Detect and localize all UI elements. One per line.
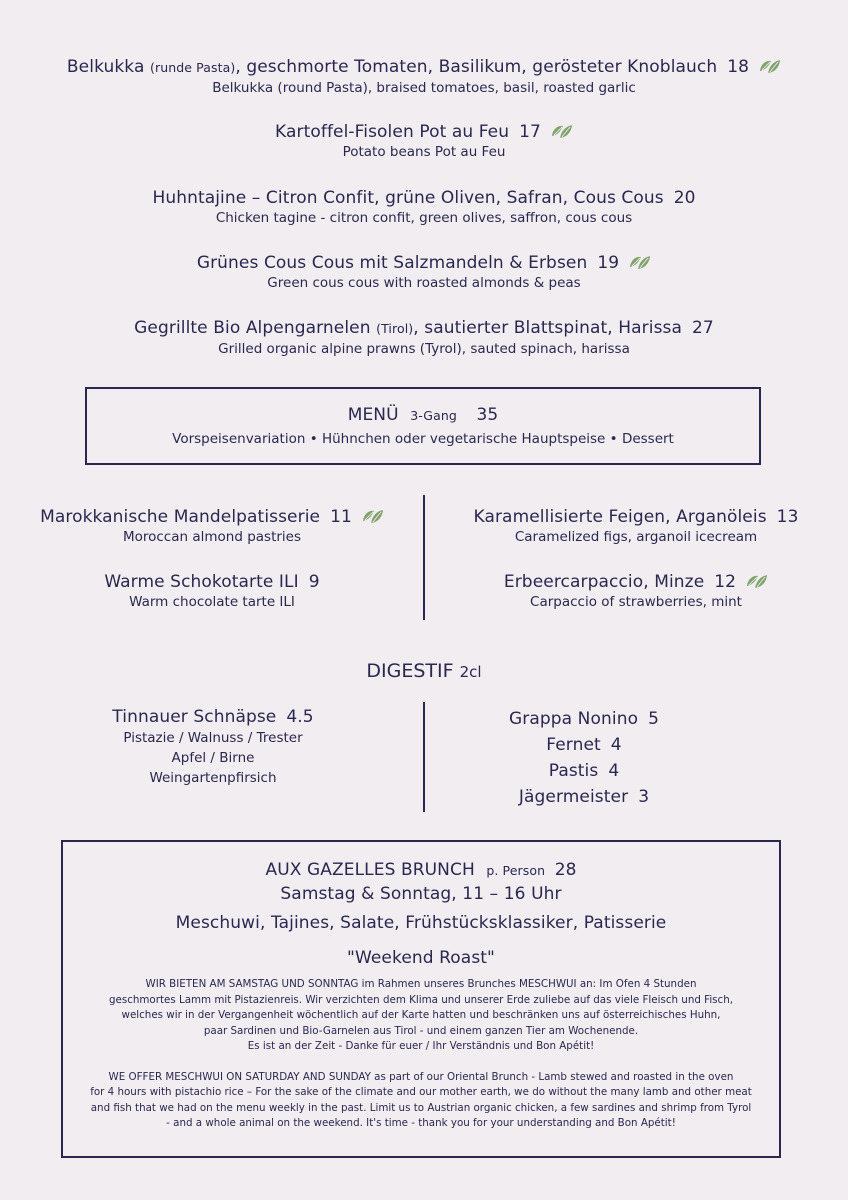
- text-line: welches wir in der Vergangenheit wöchentlich auf der Karte hatten und beschränken uns auf österreichisches Huhn,: [121, 1009, 721, 1021]
- text-line: WIR BIETEN AM SAMSTAG UND SONNTAG im Rahmen unseres Brunches MESCHWUI an: Im Ofen 4 Stunden: [145, 978, 697, 990]
- menu-title: MENÜ: [347, 405, 399, 425]
- item-translation: Carpaccio of strawberries, mint: [530, 594, 742, 610]
- item-name: Warme Schokotarte ILI: [104, 572, 299, 592]
- digestif-left: [50, 706, 376, 788]
- item-price: 5: [648, 709, 659, 729]
- dessert-right-2: [424, 571, 848, 611]
- brunch-dishes: Meschuwi, Tajines, Salate, Frühstücksklassiker, Patisserie: [175, 913, 667, 933]
- main-item-4: [0, 252, 848, 292]
- item-translation: Potato beans Pot au Feu: [342, 144, 506, 160]
- brunch-text-de: [63, 977, 779, 1055]
- main-item-1: [0, 56, 848, 97]
- schnaps-variety: Apfel / Birne: [171, 750, 255, 766]
- digestif-item: [424, 732, 744, 758]
- text-line: geschmortes Lamm mit Pistazienreis. Wir verzichten dem Klima und unserer Erde zuliebe auf das viele Fleisch und Fisch,: [108, 993, 734, 1006]
- brunch-per-person: p. Person: [486, 863, 546, 878]
- digestif-heading: [0, 660, 848, 682]
- item-price: 11: [330, 507, 352, 527]
- schnaps-variety: Pistazie / Walnuss / Trester: [123, 730, 303, 746]
- text-line: Es ist an der Zeit - Danke für euer / Ihr Verständnis und Bon Apétit!: [247, 1040, 595, 1052]
- brunch-box: [61, 840, 781, 1158]
- text-line: and fish that we had on the menu weekly in the past. Limit us to Austrian organic chicken, a few sardines and shrimp from Tyrol: [90, 1101, 752, 1114]
- item-translation: Belkukka (round Pasta), braised tomatoes, basil, roasted garlic: [212, 80, 636, 96]
- weekend-roast-title: "Weekend Roast": [347, 948, 495, 968]
- bullet: •: [309, 431, 318, 447]
- leaf-icon: [746, 573, 768, 590]
- item-name: Marokkanische Mandelpatisserie: [40, 507, 321, 527]
- item-translation: Moroccan almond pastries: [122, 529, 302, 545]
- item-price: 4: [608, 761, 620, 781]
- text-line: paar Sardinen und Bio-Garnelen aus Tirol - und einem ganzen Tier am Wochenende.: [203, 1024, 639, 1037]
- course-item: Dessert: [621, 431, 674, 447]
- digestif-right: [424, 706, 744, 810]
- leaf-icon: [759, 58, 781, 75]
- item-name: , sautierter Blattspinat, Harissa: [413, 318, 683, 338]
- item-name-note: (runde Pasta): [149, 60, 236, 75]
- item-name: Jägermeister: [518, 787, 629, 807]
- item-translation: Warm chocolate tarte ILI: [129, 594, 295, 610]
- item-name: Fernet: [546, 735, 601, 755]
- digestif-item: [424, 706, 744, 732]
- digestif-unit: 2cl: [459, 663, 482, 681]
- dessert-right-1: [424, 506, 848, 546]
- brunch-price: 28: [554, 860, 577, 880]
- item-price: 19: [597, 253, 620, 273]
- item-name: Huhntajine – Citron Confit, grüne Oliven, Safran, Cous Cous: [152, 188, 664, 208]
- course-item: Vorspeisenvariation: [172, 431, 306, 447]
- item-price: 13: [776, 507, 799, 527]
- item-name: , geschmorte Tomaten, Basilikum, gerösteter Knoblauch: [235, 57, 718, 77]
- digestif-item: [424, 758, 744, 784]
- item-name: Grünes Cous Cous mit Salzmandeln & Erbsen: [196, 253, 588, 273]
- text-line: for 4 hours with pistachio rice – For the sake of the climate and our mother earth, we do without the many lamb and other meat: [90, 1086, 752, 1098]
- leaf-icon: [362, 508, 384, 525]
- item-translation: Grilled organic alpine prawns (Tyrol), sauted spinach, harissa: [218, 341, 630, 357]
- item-price: 27: [692, 318, 714, 338]
- item-name: Gegrillte Bio Alpengarnelen: [134, 318, 377, 338]
- item-name: Erbeercarpaccio, Minze: [503, 572, 705, 592]
- dessert-left-2: [0, 571, 424, 611]
- dessert-left-1: [0, 506, 424, 546]
- item-price: 9: [308, 572, 320, 592]
- brunch-title: AUX GAZELLES BRUNCH: [265, 860, 475, 880]
- brunch-text-en: [63, 1070, 779, 1132]
- menu-courses: [87, 430, 759, 448]
- leaf-icon: [551, 123, 573, 140]
- item-price: 4.5: [286, 707, 314, 727]
- bullet: •: [609, 431, 618, 447]
- item-translation: Green cous cous with roasted almonds & peas: [267, 275, 581, 291]
- text-line: WE OFFER MESCHWUI ON SATURDAY AND SUNDAY as part of our Oriental Brunch - Lamb stewed and roasted in the oven: [108, 1070, 734, 1083]
- main-item-3: [0, 187, 848, 227]
- item-name: Kartoffel-Fisolen Pot au Feu: [275, 122, 510, 142]
- item-price: 4: [610, 735, 622, 755]
- item-name: Grappa Nonino: [509, 709, 639, 729]
- text-line: - and a whole animal on the weekend. It's time - thank you for your understanding and Bon Apétit!: [166, 1117, 676, 1129]
- item-name: Pastis: [548, 761, 599, 781]
- brunch-days: Samstag & Sonntag, 11 – 16 Uhr: [280, 884, 562, 904]
- menu-price: 35: [476, 405, 499, 425]
- item-price: 3: [638, 787, 650, 807]
- item-price: 18: [727, 57, 750, 77]
- item-price: 20: [673, 188, 696, 208]
- main-item-2: [0, 121, 848, 161]
- item-price: 12: [714, 572, 737, 592]
- item-translation: Caramelized figs, arganoil icecream: [514, 529, 758, 545]
- item-name: Tinnauer Schnäpse: [112, 707, 277, 727]
- menu-subtitle: 3-Gang: [410, 408, 457, 423]
- digestif-item: [424, 784, 744, 810]
- schnaps-variety: Weingartenpfirsich: [149, 770, 277, 786]
- item-name-note: (Tirol): [376, 321, 414, 336]
- course-item: Hühnchen oder vegetarische Hauptspeise: [321, 431, 606, 447]
- digestif-title: DIGESTIF: [366, 660, 454, 682]
- item-name: Belkukka: [66, 57, 150, 77]
- item-name: Karamellisierte Feigen, Arganöleis: [473, 507, 767, 527]
- menu-box: [85, 387, 761, 465]
- item-price: 17: [519, 122, 541, 142]
- item-translation: Chicken tagine - citron confit, green olives, saffron, cous cous: [215, 210, 633, 226]
- leaf-icon: [629, 254, 651, 271]
- main-item-5: [0, 317, 848, 358]
